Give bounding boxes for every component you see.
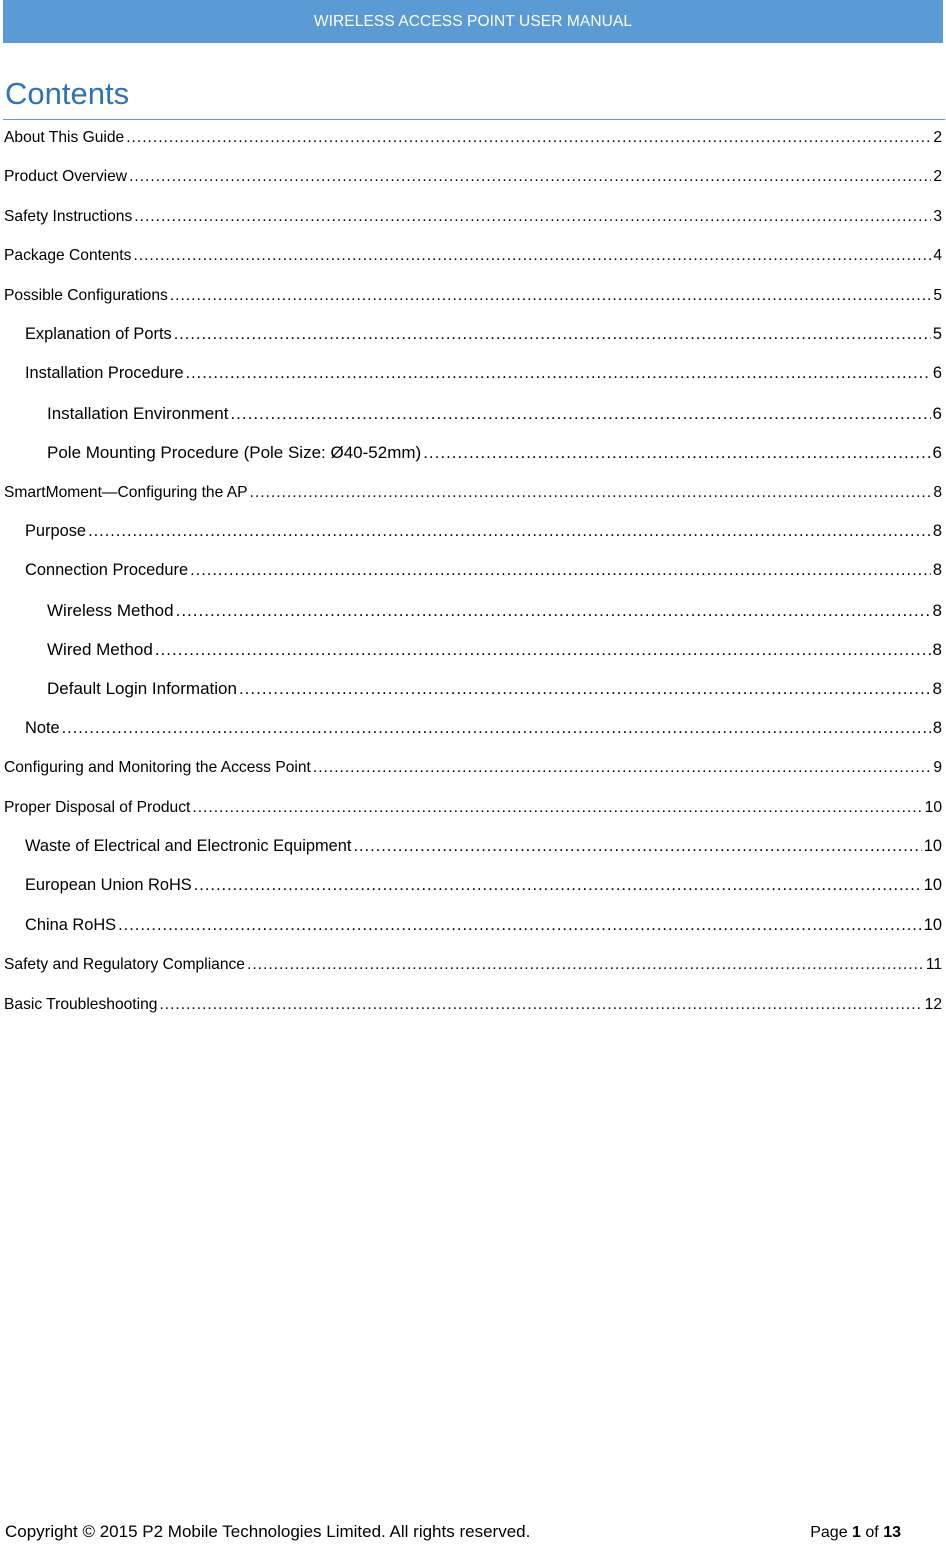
- toc-entry-label[interactable]: Pole Mounting Procedure (Pole Size: Ø40-52mm): [47, 443, 422, 463]
- toc-entry[interactable]: [4, 512, 942, 551]
- toc-dot-leader: [313, 748, 931, 787]
- toc-entry-page[interactable]: 6: [932, 443, 942, 463]
- toc-entry-label[interactable]: Waste of Electrical and Electronic Equipment: [25, 837, 352, 856]
- toc-entry[interactable]: [4, 394, 942, 433]
- toc-entry[interactable]: [4, 906, 942, 945]
- toc-dot-leader: [133, 236, 931, 275]
- toc-entry[interactable]: [4, 433, 942, 472]
- toc-entry-label[interactable]: Product Overview: [4, 168, 128, 186]
- toc-dot-leader: [239, 669, 931, 708]
- toc-entry[interactable]: [4, 709, 942, 748]
- toc-dot-leader: [190, 551, 931, 590]
- toc-dot-leader: [192, 788, 922, 827]
- toc-entry[interactable]: [4, 354, 942, 393]
- toc-entry-page[interactable]: 6: [932, 403, 942, 423]
- toc-dot-leader: [155, 630, 931, 669]
- toc-entry[interactable]: [4, 669, 942, 708]
- toc-dot-leader: [176, 591, 931, 630]
- toc-entry-page[interactable]: 5: [932, 324, 942, 343]
- toc-entry-label[interactable]: Connection Procedure: [25, 561, 189, 580]
- toc-entry[interactable]: [4, 748, 942, 787]
- toc-entry[interactable]: [4, 236, 942, 275]
- toc-dot-leader: [88, 512, 931, 551]
- toc-entry-label[interactable]: Possible Configurations: [4, 286, 168, 304]
- toc-entry-page[interactable]: 8: [933, 483, 942, 501]
- toc-entry-label[interactable]: Note: [25, 718, 60, 737]
- page-label: Page: [810, 1524, 848, 1541]
- toc-entry-label[interactable]: China RoHS: [25, 915, 117, 934]
- toc-entry-page[interactable]: 10: [923, 837, 942, 856]
- toc-dot-leader: [353, 827, 921, 866]
- current-page: 1: [852, 1524, 861, 1541]
- toc-entry[interactable]: [4, 827, 942, 866]
- toc-dot-leader: [230, 394, 930, 433]
- toc-dot-leader: [62, 709, 931, 748]
- toc-entry-page[interactable]: 3: [933, 207, 942, 225]
- toc-entry[interactable]: [4, 630, 942, 669]
- copyright-notice: Copyright © 2015 P2 Mobile Technologies Limited. All rights reserved.: [5, 1522, 531, 1541]
- toc-entry[interactable]: [4, 788, 942, 827]
- toc-entry-page[interactable]: 8: [932, 640, 942, 660]
- toc-entry-page[interactable]: 11: [925, 956, 942, 974]
- toc-entry[interactable]: [4, 157, 942, 196]
- toc-entry-label[interactable]: Wired Method: [47, 640, 153, 660]
- toc-entry-page[interactable]: 10: [923, 876, 942, 895]
- toc-entry-label[interactable]: European Union RoHS: [25, 876, 192, 895]
- toc-entry-page[interactable]: 10: [924, 798, 942, 816]
- running-header: [3, 0, 943, 43]
- toc-entry-label[interactable]: Installation Environment: [47, 403, 229, 423]
- toc-entry-page[interactable]: 8: [932, 718, 942, 737]
- toc-entry-page[interactable]: 5: [933, 286, 942, 304]
- toc-entry[interactable]: [4, 866, 942, 905]
- toc-entry-page[interactable]: 12: [924, 995, 942, 1013]
- table-of-contents: [4, 118, 942, 1024]
- toc-entry-label[interactable]: SmartMoment—Configuring the AP: [4, 483, 248, 501]
- toc-dot-leader: [118, 906, 922, 945]
- toc-dot-leader: [194, 866, 922, 905]
- toc-entry[interactable]: [4, 276, 942, 315]
- toc-entry[interactable]: [4, 945, 942, 984]
- toc-entry[interactable]: [4, 473, 942, 512]
- toc-dot-leader: [186, 354, 931, 393]
- toc-entry-label[interactable]: Basic Troubleshooting: [4, 995, 158, 1013]
- toc-entry[interactable]: [4, 551, 942, 590]
- toc-dot-leader: [423, 433, 930, 472]
- toc-entry-page[interactable]: 8: [932, 600, 942, 620]
- toc-entry-page[interactable]: 4: [933, 247, 942, 265]
- header-title: WIRELESS ACCESS POINT USER MANUAL: [313, 13, 633, 30]
- toc-entry-label[interactable]: Purpose: [25, 521, 87, 540]
- toc-entry[interactable]: [4, 118, 942, 157]
- toc-entry-label[interactable]: Safety and Regulatory Compliance: [4, 956, 245, 974]
- toc-entry[interactable]: [4, 985, 942, 1024]
- toc-entry-label[interactable]: Proper Disposal of Product: [4, 798, 191, 816]
- toc-entry-page[interactable]: 8: [932, 521, 942, 540]
- toc-dot-leader: [170, 276, 931, 315]
- toc-entry-page[interactable]: 2: [933, 168, 942, 186]
- toc-dot-leader: [134, 197, 931, 236]
- toc-entry-page[interactable]: 8: [932, 561, 942, 580]
- toc-entry[interactable]: [4, 315, 942, 354]
- toc-dot-leader: [247, 945, 924, 984]
- toc-entry-label[interactable]: Installation Procedure: [25, 364, 184, 383]
- toc-dot-leader: [129, 157, 931, 196]
- toc-entry-page[interactable]: 8: [932, 679, 942, 699]
- toc-entry-page[interactable]: 6: [932, 364, 942, 383]
- page-of-label: of: [865, 1524, 879, 1541]
- toc-dot-leader: [159, 985, 922, 1024]
- toc-entry-label[interactable]: Explanation of Ports: [25, 324, 172, 343]
- toc-entry-page[interactable]: 2: [933, 129, 942, 146]
- toc-entry-page[interactable]: 9: [933, 759, 942, 777]
- toc-entry-label[interactable]: Configuring and Monitoring the Access Point: [4, 759, 311, 777]
- toc-dot-leader: [126, 118, 931, 157]
- toc-dot-leader: [250, 473, 932, 512]
- toc-entry[interactable]: [4, 197, 942, 236]
- toc-entry-page[interactable]: 10: [923, 915, 942, 934]
- contents-title: Contents: [5, 76, 130, 111]
- toc-entry-label[interactable]: Safety Instructions: [4, 207, 133, 225]
- toc-entry-label[interactable]: Wireless Method: [47, 600, 174, 620]
- toc-dot-leader: [174, 315, 931, 354]
- toc-entry-label[interactable]: Package Contents: [4, 247, 132, 265]
- toc-entry[interactable]: [4, 591, 942, 630]
- toc-entry-label[interactable]: About This Guide: [4, 129, 125, 146]
- page-number: [810, 1523, 901, 1543]
- toc-entry-label[interactable]: Default Login Information: [47, 679, 237, 699]
- total-pages: 13: [883, 1524, 901, 1541]
